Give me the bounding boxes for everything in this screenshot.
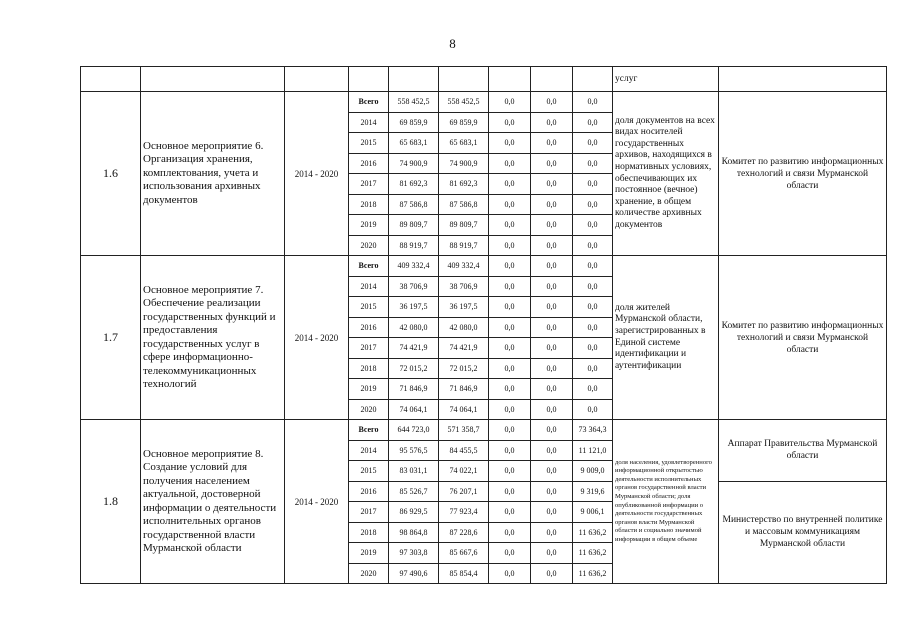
funding-value: 0,0	[531, 502, 573, 523]
year-label: 2020	[349, 563, 389, 584]
funding-value: 0,0	[489, 399, 531, 420]
funding-value: 69 859,9	[439, 112, 489, 133]
funding-value: 0,0	[573, 297, 613, 318]
funding-value: 0,0	[573, 92, 613, 113]
funding-value: 0,0	[489, 112, 531, 133]
funding-value: 42 080,0	[389, 317, 439, 338]
funding-value: 85 854,4	[439, 563, 489, 584]
year-label: 2016	[349, 481, 389, 502]
indicator-continuation: услуг	[613, 67, 719, 92]
funding-value: 0,0	[531, 358, 573, 379]
funding-value: 0,0	[531, 420, 573, 441]
funding-value: 0,0	[531, 92, 573, 113]
funding-value: 0,0	[531, 338, 573, 359]
funding-value: 0,0	[489, 297, 531, 318]
funding-value: 644 723,0	[389, 420, 439, 441]
funding-value: 0,0	[531, 112, 573, 133]
funding-value: 0,0	[489, 256, 531, 277]
funding-value: 0,0	[531, 215, 573, 236]
year-label: Всего	[349, 420, 389, 441]
year-row	[81, 256, 887, 277]
funding-value: 0,0	[489, 420, 531, 441]
measure-number: 1.7	[81, 256, 141, 420]
funding-value: 0,0	[531, 522, 573, 543]
funding-value: 0,0	[489, 153, 531, 174]
funding-value: 87 586,8	[439, 194, 489, 215]
indicator-text: доля документов на всех видах носителей государственных архивов, находящихся в нормативных условиях, обеспечивающих их постоянное (вечное) хранение, в общем количестве архивных документов	[613, 92, 719, 256]
continuation-row	[81, 67, 887, 92]
year-label: 2015	[349, 297, 389, 318]
funding-value: 0,0	[489, 358, 531, 379]
funding-value: 84 455,5	[439, 440, 489, 461]
measure-period: 2014 - 2020	[285, 92, 349, 256]
year-label: 2016	[349, 317, 389, 338]
funding-value: 571 358,7	[439, 420, 489, 441]
funding-value: 0,0	[489, 440, 531, 461]
funding-value: 72 015,2	[439, 358, 489, 379]
funding-value: 0,0	[531, 563, 573, 584]
funding-value: 0,0	[489, 194, 531, 215]
year-label: 2017	[349, 338, 389, 359]
funding-value: 0,0	[489, 502, 531, 523]
funding-value: 71 846,9	[439, 379, 489, 400]
funding-value: 0,0	[573, 133, 613, 154]
funding-value: 0,0	[573, 379, 613, 400]
year-label: 2017	[349, 502, 389, 523]
funding-value: 0,0	[531, 440, 573, 461]
funding-value: 74 421,9	[439, 338, 489, 359]
responsible-executor: Комитет по развитию информационных технологий и связи Мурманской области	[719, 256, 887, 420]
measure-name: Основное мероприятие 6. Организация хранения, комплектования, учета и использования архивных документов	[141, 92, 285, 256]
funding-value: 71 846,9	[389, 379, 439, 400]
year-label: 2014	[349, 276, 389, 297]
funding-value: 95 576,5	[389, 440, 439, 461]
funding-value: 409 332,4	[439, 256, 489, 277]
funding-value: 81 692,3	[439, 174, 489, 195]
funding-value: 88 919,7	[389, 235, 439, 256]
funding-value: 9 319,6	[573, 481, 613, 502]
funding-value: 38 706,9	[439, 276, 489, 297]
funding-value: 87 586,8	[389, 194, 439, 215]
funding-value: 0,0	[489, 461, 531, 482]
year-row	[81, 420, 887, 441]
year-label: 2018	[349, 522, 389, 543]
funding-value: 74 022,1	[439, 461, 489, 482]
funding-value: 0,0	[531, 481, 573, 502]
funding-value: 0,0	[489, 522, 531, 543]
funding-value: 0,0	[489, 92, 531, 113]
funding-value: 72 015,2	[389, 358, 439, 379]
funding-value: 89 809,7	[439, 215, 489, 236]
funding-value: 0,0	[573, 256, 613, 277]
year-label: 2019	[349, 379, 389, 400]
funding-value: 77 923,4	[439, 502, 489, 523]
funding-value: 89 809,7	[389, 215, 439, 236]
year-label: 2014	[349, 112, 389, 133]
funding-value: 9 006,1	[573, 502, 613, 523]
responsible-executor: Министерство по внутренней политике и массовым коммуникациям Мурманской области	[719, 481, 887, 584]
year-label: 2015	[349, 461, 389, 482]
measure-period: 2014 - 2020	[285, 420, 349, 584]
year-label: 2014	[349, 440, 389, 461]
funding-value: 0,0	[573, 399, 613, 420]
funding-value: 0,0	[531, 543, 573, 564]
funding-value: 0,0	[531, 256, 573, 277]
funding-value: 11 636,2	[573, 563, 613, 584]
funding-value: 65 683,1	[439, 133, 489, 154]
funding-value: 97 303,8	[389, 543, 439, 564]
indicator-text: доля жителей Мурманской области, зарегистрированных в Единой системе идентификации и аутентификации	[613, 256, 719, 420]
funding-value: 86 929,5	[389, 502, 439, 523]
funding-value: 0,0	[573, 317, 613, 338]
funding-value: 0,0	[489, 215, 531, 236]
funding-value: 97 490,6	[389, 563, 439, 584]
funding-value: 0,0	[531, 133, 573, 154]
funding-value: 0,0	[573, 112, 613, 133]
funding-value: 38 706,9	[389, 276, 439, 297]
funding-value: 11 121,0	[573, 440, 613, 461]
funding-value: 0,0	[489, 317, 531, 338]
funding-value: 98 864,8	[389, 522, 439, 543]
funding-value: 0,0	[573, 276, 613, 297]
funding-value: 74 421,9	[389, 338, 439, 359]
funding-value: 0,0	[489, 379, 531, 400]
funding-value: 0,0	[573, 358, 613, 379]
year-label: Всего	[349, 256, 389, 277]
year-row	[81, 92, 887, 113]
funding-value: 87 228,6	[439, 522, 489, 543]
funding-value: 11 636,2	[573, 522, 613, 543]
funding-value: 0,0	[489, 481, 531, 502]
funding-value: 0,0	[531, 153, 573, 174]
measure-period: 2014 - 2020	[285, 256, 349, 420]
measure-name: Основное мероприятие 8. Создание условий для получения населением актуальной, достоверной информации о деятельности исполнительных органов государственной власти Мурманской области	[141, 420, 285, 584]
funding-value: 0,0	[573, 194, 613, 215]
year-label: 2018	[349, 358, 389, 379]
funding-value: 0,0	[531, 461, 573, 482]
measure-number: 1.6	[81, 92, 141, 256]
funding-value: 0,0	[489, 235, 531, 256]
funding-value: 76 207,1	[439, 481, 489, 502]
funding-value: 36 197,5	[389, 297, 439, 318]
funding-value: 42 080,0	[439, 317, 489, 338]
year-label: 2015	[349, 133, 389, 154]
year-label: 2018	[349, 194, 389, 215]
funding-value: 81 692,3	[389, 174, 439, 195]
funding-value: 558 452,5	[439, 92, 489, 113]
funding-value: 558 452,5	[389, 92, 439, 113]
funding-value: 85 667,6	[439, 543, 489, 564]
funding-value: 0,0	[531, 174, 573, 195]
funding-value: 73 364,3	[573, 420, 613, 441]
program-table	[80, 66, 887, 584]
funding-value: 0,0	[489, 338, 531, 359]
funding-value: 0,0	[573, 235, 613, 256]
responsible-executor: Комитет по развитию информационных технологий и связи Мурманской области	[719, 92, 887, 256]
funding-value: 83 031,1	[389, 461, 439, 482]
funding-value: 0,0	[573, 174, 613, 195]
measure-name: Основное мероприятие 7. Обеспечение реализации государственных функций и предоставления государственных услуг в сфере информационно-телекоммуникационных технологий	[141, 256, 285, 420]
funding-value: 0,0	[531, 297, 573, 318]
funding-value: 11 636,2	[573, 543, 613, 564]
funding-value: 0,0	[489, 276, 531, 297]
year-label: 2020	[349, 235, 389, 256]
funding-value: 85 526,7	[389, 481, 439, 502]
year-label: 2020	[349, 399, 389, 420]
funding-value: 0,0	[531, 379, 573, 400]
funding-value: 409 332,4	[389, 256, 439, 277]
funding-value: 74 900,9	[439, 153, 489, 174]
funding-value: 0,0	[531, 235, 573, 256]
funding-value: 0,0	[489, 133, 531, 154]
funding-value: 0,0	[531, 317, 573, 338]
funding-value: 0,0	[573, 338, 613, 359]
year-label: 2019	[349, 543, 389, 564]
funding-value: 65 683,1	[389, 133, 439, 154]
funding-value: 0,0	[531, 399, 573, 420]
funding-value: 0,0	[489, 543, 531, 564]
indicator-text: доля населения, удовлетворенного информационной открытостью деятельности исполнительных органов государственной власти Мурманской области; доля опубликованной информации о деятельности государственных органов власти Мурманской области и социально значимой информации в общем объеме	[613, 420, 719, 584]
funding-value: 0,0	[531, 194, 573, 215]
funding-value: 36 197,5	[439, 297, 489, 318]
page-number: 8	[449, 36, 456, 51]
funding-value: 69 859,9	[389, 112, 439, 133]
funding-value: 74 064,1	[389, 399, 439, 420]
funding-value: 0,0	[573, 153, 613, 174]
year-label: 2019	[349, 215, 389, 236]
responsible-executor: Аппарат Правительства Мурманской области	[719, 420, 887, 482]
funding-value: 0,0	[489, 174, 531, 195]
measure-number: 1.8	[81, 420, 141, 584]
funding-value: 9 009,0	[573, 461, 613, 482]
funding-value: 74 064,1	[439, 399, 489, 420]
year-label: 2017	[349, 174, 389, 195]
funding-value: 0,0	[489, 563, 531, 584]
funding-value: 0,0	[573, 215, 613, 236]
funding-value: 88 919,7	[439, 235, 489, 256]
funding-value: 0,0	[531, 276, 573, 297]
year-label: 2016	[349, 153, 389, 174]
year-label: Всего	[349, 92, 389, 113]
funding-value: 74 900,9	[389, 153, 439, 174]
